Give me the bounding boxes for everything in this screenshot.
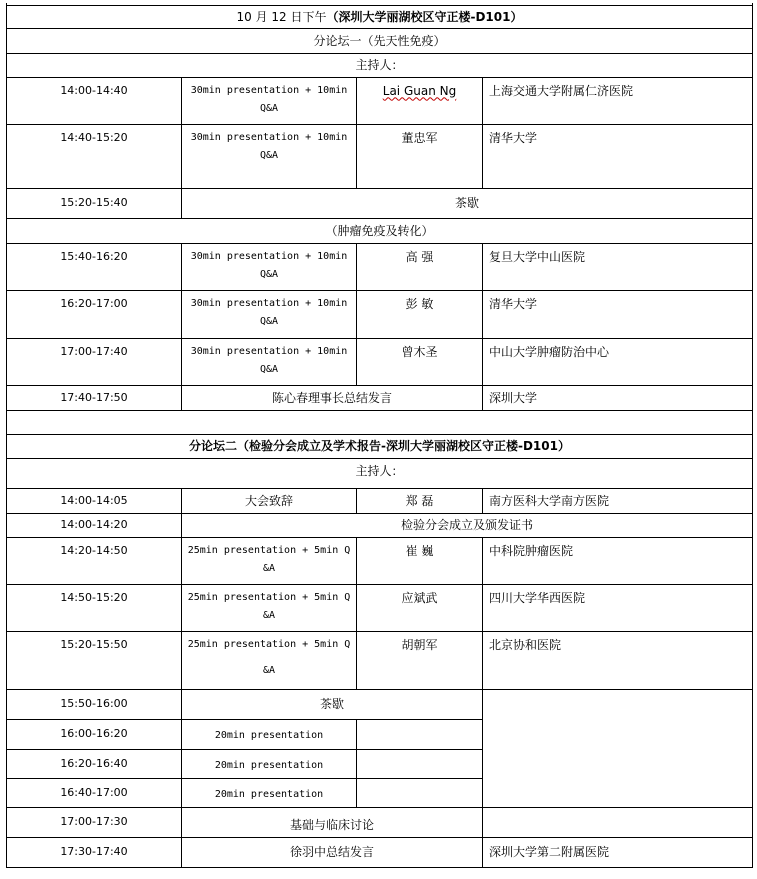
spacer-row — [7, 410, 753, 434]
time-cell: 15:40-16:20 — [7, 243, 182, 290]
time-cell: 17:40-17:50 — [7, 385, 182, 410]
format-cell: 30min presentation + 10min Q&A — [182, 124, 357, 188]
institution-cell: 北京协和医院 — [483, 631, 753, 689]
speaker-cell: Lai Guan Ng — [357, 77, 483, 124]
time-cell: 16:40-17:00 — [7, 778, 182, 807]
institution-cell: 南方医科大学南方医院 — [483, 488, 753, 513]
time-cell: 15:50-16:00 — [7, 689, 182, 719]
table-row — [7, 537, 753, 584]
table-row — [7, 77, 753, 124]
forum2-title-row — [7, 434, 753, 458]
institution-cell: 中山大学肿瘤防治中心 — [483, 338, 753, 385]
institution-cell: 上海交通大学附属仁济医院 — [483, 77, 753, 124]
time-cell: 14:00-14:40 — [7, 77, 182, 124]
time-cell: 15:20-15:40 — [7, 188, 182, 218]
closing-row — [7, 837, 753, 867]
time-cell: 14:00-14:05 — [7, 488, 182, 513]
time-cell: 14:40-15:20 — [7, 124, 182, 188]
time-cell: 17:00-17:30 — [7, 807, 182, 837]
break-label: 茶歇 — [182, 689, 483, 719]
table-row — [7, 290, 753, 338]
table-row — [7, 719, 753, 749]
speaker-cell: 胡朝军 — [357, 631, 483, 689]
institution-cell: 深圳大学第二附属医院 — [483, 837, 753, 867]
forum1-host-row — [7, 53, 753, 77]
discussion-row — [7, 807, 753, 837]
speaker-cell: 曾木圣 — [357, 338, 483, 385]
time-cell: 14:50-15:20 — [7, 584, 182, 631]
ceremony-label: 检验分会成立及颁发证书 — [182, 513, 753, 537]
discussion-label: 基础与临床讨论 — [182, 807, 483, 837]
time-cell: 14:20-14:50 — [7, 537, 182, 584]
speaker-cell: 彭 敏 — [357, 290, 483, 338]
format-cell: 30min presentation + 10min Q&A — [182, 77, 357, 124]
tumor-section-title-row — [7, 218, 753, 243]
institution-cell: 清华大学 — [483, 290, 753, 338]
format-cell: 30min presentation + 10min Q&A — [182, 338, 357, 385]
table-row — [7, 338, 753, 385]
time-cell: 16:00-16:20 — [7, 719, 182, 749]
speaker-cell: 郑 磊 — [357, 488, 483, 513]
schedule-table — [6, 3, 753, 868]
format-cell: 30min presentation + 10min Q&A — [182, 243, 357, 290]
forum1-host-label: 主持人： — [7, 53, 753, 77]
time-cell: 14:00-14:20 — [7, 513, 182, 537]
table-row — [7, 778, 753, 807]
welcome-label: 大会致辞 — [182, 488, 357, 513]
ceremony-row — [7, 513, 753, 537]
table-row — [7, 124, 753, 188]
forum1-title: 分论坛一（先天性免疫） — [7, 28, 753, 53]
speaker-cell: 崔 巍 — [357, 537, 483, 584]
institution-cell: 深圳大学 — [483, 385, 753, 410]
table-row — [7, 243, 753, 290]
closing-label: 陈心春理事长总结发言 — [182, 385, 483, 410]
format-cell: 30min presentation + 10min Q&A — [182, 290, 357, 338]
time-cell: 15:20-15:50 — [7, 631, 182, 689]
table-row — [7, 631, 753, 689]
closing-row — [7, 385, 753, 410]
speaker-cell: 应斌武 — [357, 584, 483, 631]
session-title-row — [7, 5, 753, 28]
table-row — [7, 584, 753, 631]
time-cell: 16:20-17:00 — [7, 290, 182, 338]
forum2-title: 分论坛二（检验分会成立及学术报告-深圳大学丽湖校区守正楼-D101） — [7, 434, 753, 458]
speaker-cell: 高 强 — [357, 243, 483, 290]
format-cell: 25min presentation + 5min Q &A — [182, 584, 357, 631]
break-row — [7, 689, 753, 719]
institution-cell: 清华大学 — [483, 124, 753, 188]
tumor-section-title: （肿瘤免疫及转化） — [7, 218, 753, 243]
forum2-host-label: 主持人： — [7, 458, 753, 488]
forum1-title-row — [7, 28, 753, 53]
format-cell: 20min presentation — [182, 778, 357, 807]
time-cell: 17:00-17:40 — [7, 338, 182, 385]
time-cell: 16:20-16:40 — [7, 749, 182, 778]
time-cell: 17:30-17:40 — [7, 837, 182, 867]
format-cell: 25min presentation + 5min Q &A — [182, 537, 357, 584]
format-cell: 25min presentation + 5min Q &A — [182, 631, 357, 689]
institution-cell: 中科院肿瘤医院 — [483, 537, 753, 584]
welcome-row — [7, 488, 753, 513]
speaker-cell: 董忠军 — [357, 124, 483, 188]
break-row — [7, 188, 753, 218]
institution-cell: 复旦大学中山医院 — [483, 243, 753, 290]
institution-cell: 四川大学华西医院 — [483, 584, 753, 631]
closing-label: 徐羽中总结发言 — [182, 837, 483, 867]
table-row — [7, 749, 753, 778]
session-title: 10 月 12 日下午（深圳大学丽湖校区守正楼-D101） — [7, 5, 753, 28]
break-label: 茶歇 — [182, 188, 753, 218]
format-cell: 20min presentation — [182, 749, 357, 778]
format-cell: 20min presentation — [182, 719, 357, 749]
forum2-host-row — [7, 458, 753, 488]
